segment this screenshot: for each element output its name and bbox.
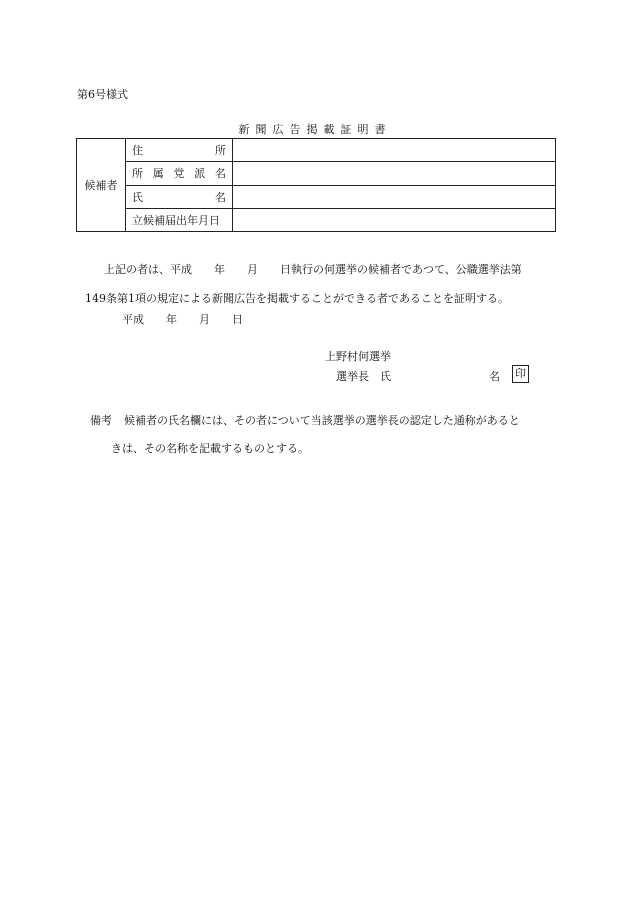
issuer-organization: 上野村何選挙 [325, 350, 391, 363]
address-label [126, 139, 233, 162]
label-char: 氏 [132, 190, 143, 204]
filing-date-value[interactable] [233, 208, 556, 231]
filing-date-label: 立候補届出年月日 [126, 208, 233, 231]
candidate-info-table [76, 138, 556, 232]
certification-paragraph-line1: 上記の者は、平成 年 月 日執行の何選挙の候補者であつて、公職選挙法第 [104, 263, 522, 276]
issuer-name-label: 名 [489, 370, 500, 383]
name-value[interactable] [233, 185, 556, 208]
note-label: 備考 [90, 414, 112, 427]
label-char: 派 [194, 167, 206, 181]
address-value[interactable] [233, 139, 556, 162]
note-line2: きは、その名称を記載するものとする。 [111, 442, 309, 455]
label-char: 名 [215, 190, 226, 204]
form-number: 第6号様式 [77, 88, 128, 101]
seal-box: 印 [512, 365, 529, 383]
candidate-group-label: 候補者 [77, 139, 126, 232]
label-char: 所 [132, 167, 143, 181]
label-char: 属 [152, 167, 164, 181]
party-label [126, 162, 233, 185]
label-char: 党 [173, 167, 185, 181]
certification-paragraph-line2: 149条第1項の規定による新聞広告を掲載することができる者であることを証明する。 [85, 292, 509, 305]
table-row [77, 208, 556, 231]
table-row [77, 162, 556, 185]
certification-date: 平成 年 月 日 [122, 313, 243, 326]
note-line1: 候補者の氏名欄には、その者について当該選挙の選挙長の認定した通称があると [124, 414, 520, 427]
name-label [126, 185, 233, 208]
label-char: 所 [215, 144, 226, 158]
party-value[interactable] [233, 162, 556, 185]
table-row [77, 185, 556, 208]
table-row [77, 139, 556, 162]
document-title: 新聞広告掲載証明書 [238, 123, 392, 136]
issuer-title: 選挙長 氏 [336, 370, 391, 383]
label-char: 名 [215, 167, 226, 181]
label-char: 住 [132, 144, 143, 158]
